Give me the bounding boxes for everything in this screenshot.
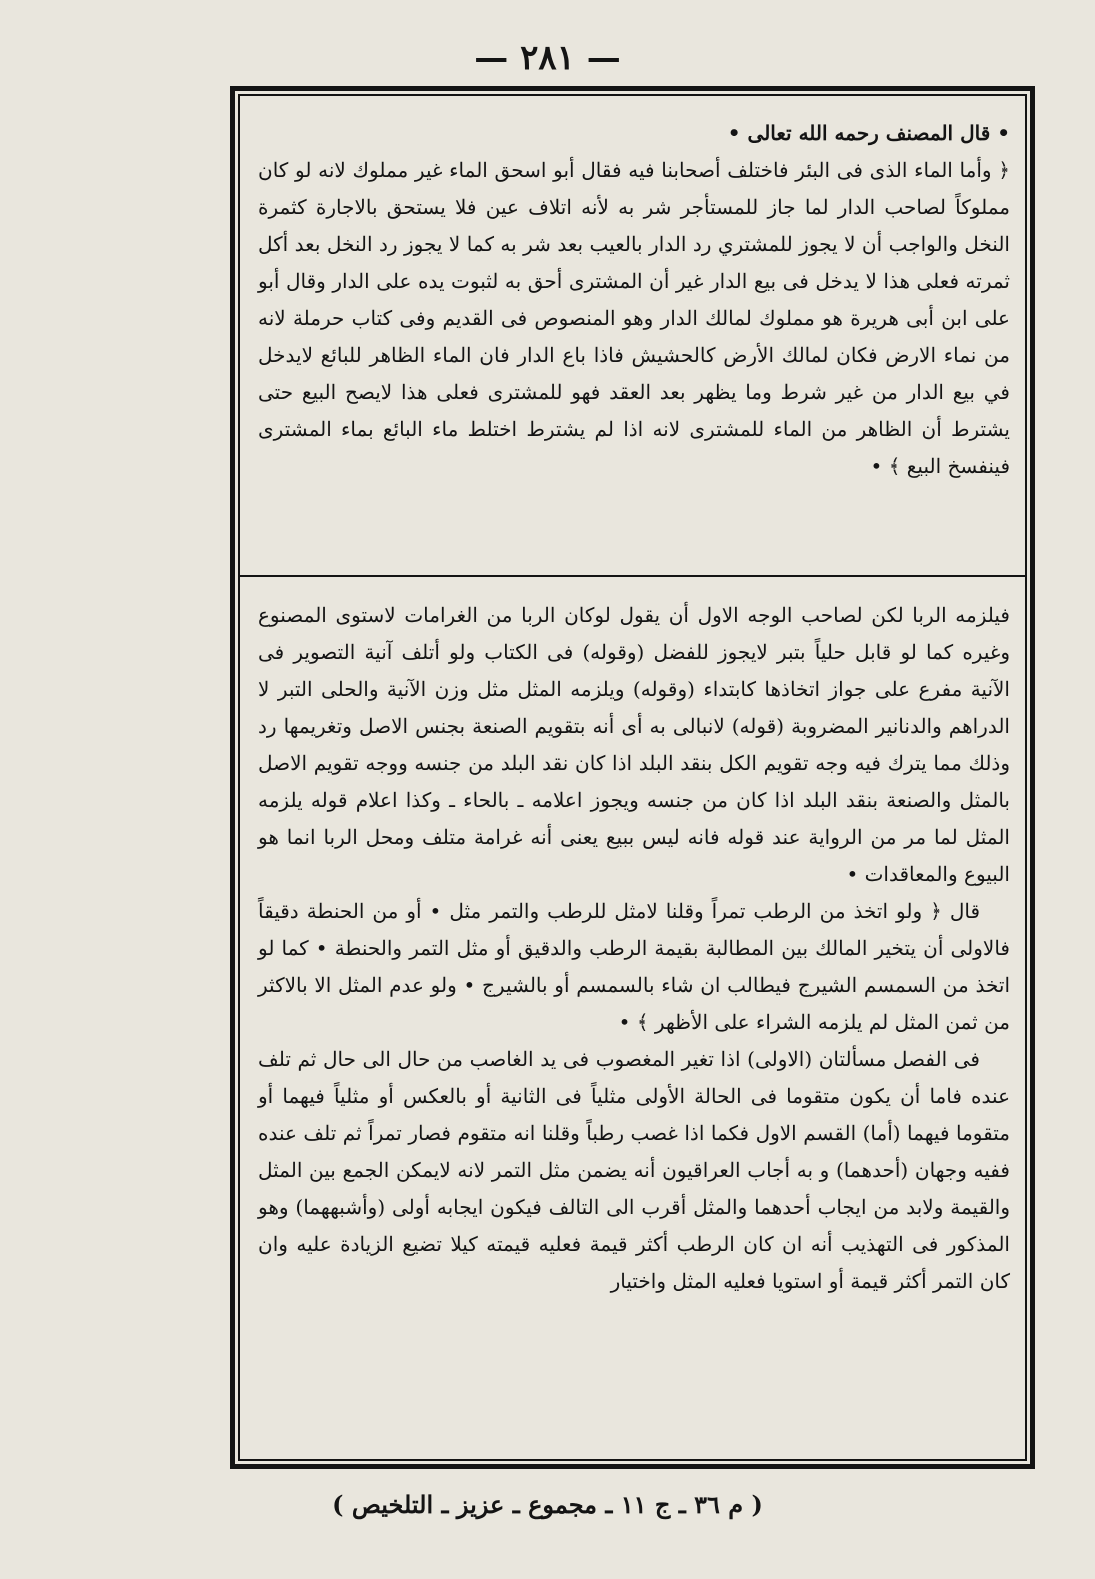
page-number: — ٢٨١ — (474, 38, 621, 78)
main-paragraph: فى الفصل مسألتان (الاولى) اذا تغير المغصوب فى يد الغاصب من حال الى حال ثم تلف عنده فاما أن يكون متقوما فى الحالة الأولى مثلياً فى الثانية أو بالعكس أو مثلياً فيهما أو متقوما فيهما (أما) القسم الاول فكما اذا غصب رطباً وقلنا انه متقوم فصار تمراً ثم تلف عنده ففيه وجهان (أحدهما) و به أجاب العراقيون أنه يضمن مثل التمر لانه لايمكن الجمع بين المثل والقيمة ولابد من ايجاب أحدهما والمثل أقرب الى التالف فيكون ايجابه أولى (وأشبههما) وهو المذكور فى التهذيب أنه ان كان الرطب أكثر قيمة فعليه قيمته كيلا تضيع الزيادة عليه وان كان التمر أكثر قيمة أو استويا فعليه المثل واختيار (258, 1047, 1010, 1293)
main-paragraph: قال ﴿ ولو اتخذ من الرطب تمراً وقلنا لامثل للرطب والتمر مثل • أو من الحنطة دقيقاً فالاولى أن يتخير المالك بين المطالبة بقيمة الرطب والدقيق أو مثل التمر والحنطة • كما لو اتخذ من السمسم الشيرج فيطالب ان شاء بالسمسم أو بالشيرج • ولو عدم المثل الا بالاكثر من ثمن المثل لم يلزمه الشراء على الأظهر ﴾ • (258, 899, 1010, 1034)
main-text-block (258, 597, 1010, 1300)
commentary-heading: • قال المصنف رحمه الله تعالى • (727, 121, 1010, 145)
section-divider (238, 575, 1027, 577)
commentary-block (258, 115, 1010, 485)
footer-signature: ( م ٣٦ ـ ج ١١ ـ مجموع ـ عزيز ـ التلخيص ) (332, 1490, 763, 1519)
main-paragraph: فيلزمه الربا لكن لصاحب الوجه الاول أن يقول لوكان الربا من الغرامات لاستوى المصنوع وغيره كما لو قابل حلياً بتبر لايجوز للفضل (وقوله) فى الكتاب ولو أتلف آنية التصوير فى الآنية مفرع على جواز اتخاذها كابتداء (وقوله) ويلزمه المثل مثل وزن الآنية والحلى التبر لا الدراهم والدنانير المضروبة (قوله) لانبالى به أى أنه بتقويم الصنعة بجنس الاصل وتغريمها رد وذلك مما يترك فيه وجه تقويم الكل بنقد البلد اذا كان نقد البلد من جنسه ووجه تقويم الاصل بالمثل والصنعة بنقد البلد اذا كان من جنسه ويجوز اعلامه ـ بالحاء ـ وكذا اعلام قوله يلزمه المثل لما مر من الرواية عند قوله فانه ليس ببيع يعنى أنه غرامة متلف ومحل الربا انما هو البيوع والمعاقدات • (258, 603, 1010, 886)
commentary-paragraph: ﴿ وأما الماء الذى فى البئر فاختلف أصحابنا فيه فقال أبو اسحق الماء غير مملوك لانه لو كان مملوكاً لصاحب الدار لما جاز للمستأجر شر به لأنه اتلاف عين فلا يستحق بالاجارة كثمرة النخل والواجب أن لا يجوز للمشتري رد الدار بالعيب بعد شر به كما لا يجوز رد النخل بعد أكل ثمرته فعلى هذا لا يدخل فى بيع الدار غير أن المشترى أحق به لثبوت يده على الدار وقال أبو على ابن أبى هريرة هو مملوك لمالك الدار وهو المنصوص فى القديم وفى كتاب حرملة لانه من نماء الارض فكان لمالك الأرض كالحشيش فاذا باع الدار فان الماء الظاهر للبائع لايدخل في بيع الدار من غير شرط وما يظهر بعد العقد فهو للمشترى فعلى هذا لايصح البيع حتى يشترط أن الظاهر من الماء للمشترى لانه اذا لم يشترط اختلط ماء البائع بماء المشترى فينفسخ البيع ﴾ • (258, 158, 1010, 478)
